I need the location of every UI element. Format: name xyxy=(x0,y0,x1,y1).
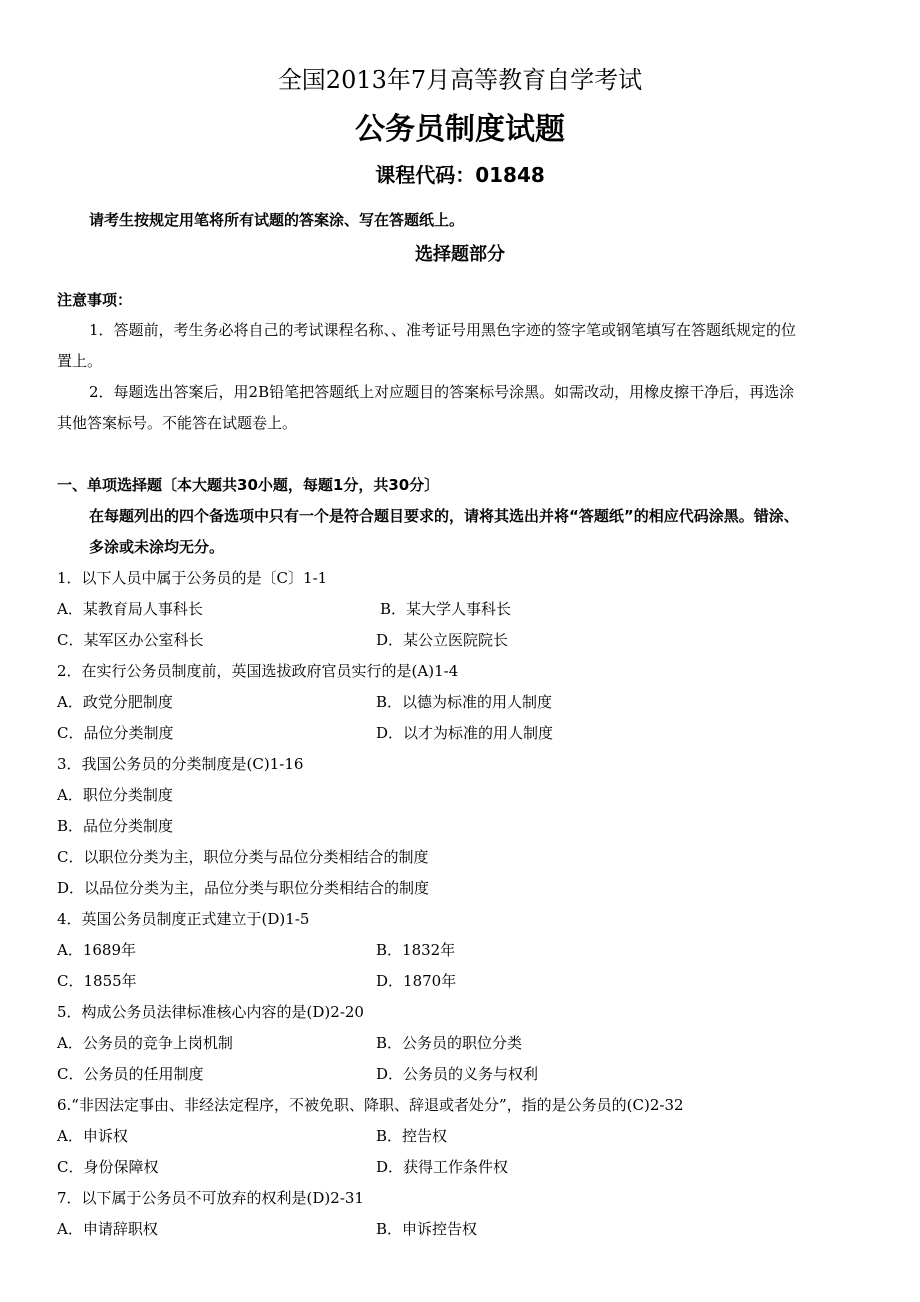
question-option: A．申诉权 xyxy=(57,1127,128,1145)
question-option: D．以品位分类为主，品位分类与职位分类相结合的制度 xyxy=(57,879,430,897)
question-option: B．申诉控告权 xyxy=(376,1220,478,1238)
section-title: 选择题部分 xyxy=(415,244,505,265)
question-option: C．1855年 xyxy=(57,972,137,990)
question-option: B．某大学人事科长 xyxy=(380,600,512,618)
question-option: C．某军区办公室科长 xyxy=(57,631,204,649)
question-stem: 4．英国公务员制度正式建立于(D)1-5 xyxy=(57,910,310,928)
question-stem: 3．我国公务员的分类制度是(C)1-16 xyxy=(57,755,304,773)
question-option: C．身份保障权 xyxy=(57,1158,159,1176)
note-1-line-1: 1．答题前，考生务必将自己的考试课程名称、、准考证号用黑色字迹的签字笔或钢笔填写在答题纸规定的位 xyxy=(89,321,797,339)
question-option: B．控告权 xyxy=(376,1127,448,1145)
part1-desc-line-1: 在每题列出的四个备选项中只有一个是符合题目要求的，请将其选出并将“答题纸”的相应代码涂黑。错涂、 xyxy=(89,507,799,525)
question-option: B．品位分类制度 xyxy=(57,817,174,835)
question-option: D．公务员的义务与权利 xyxy=(376,1065,539,1083)
notes-heading: 注意事项： xyxy=(57,291,133,309)
note-2-line-1: 2．每题选出答案后，用2B铅笔把答题纸上对应题目的答案标号涂黑。如需改动，用橡皮擦干净后，再选涂 xyxy=(89,383,795,401)
question-option: A．某教育局人事科长 xyxy=(57,600,203,618)
question-option: B．以德为标准的用人制度 xyxy=(376,693,553,711)
question-option: D．以才为标准的用人制度 xyxy=(376,724,554,742)
question-option: B．公务员的职位分类 xyxy=(376,1034,523,1052)
course-code: 课程代码：01848 xyxy=(375,163,545,187)
question-option: B．1832年 xyxy=(376,941,456,959)
question-option: C．以职位分类为主，职位分类与品位分类相结合的制度 xyxy=(57,848,429,866)
answer-instruction: 请考生按规定用笔将所有试题的答案涂、写在答题纸上。 xyxy=(89,211,465,229)
question-option: A．公务员的竞争上岗机制 xyxy=(57,1034,233,1052)
question-stem: 7．以下属于公务员不可放弃的权利是(D)2-31 xyxy=(57,1189,364,1207)
question-option: A．职位分类制度 xyxy=(57,786,173,804)
subject-title: 公务员制度试题 xyxy=(355,112,565,147)
question-stem: 6.“非因法定事由、非经法定程序，不被免职、降职、辞退或者处分”，指的是公务员的(C)2-32 xyxy=(57,1096,684,1114)
question-option: C．品位分类制度 xyxy=(57,724,174,742)
exam-title: 全国2013年7月高等教育自学考试 xyxy=(277,66,643,94)
question-option: D．某公立医院院长 xyxy=(376,631,509,649)
question-stem: 1．以下人员中属于公务员的是〔C〕1-1 xyxy=(57,569,328,587)
note-1-line-2: 置上。 xyxy=(57,352,103,370)
question-option: A．1689年 xyxy=(57,941,137,959)
question-option: C．公务员的任用制度 xyxy=(57,1065,204,1083)
question-option: A．政党分肥制度 xyxy=(57,693,173,711)
question-option: D．1870年 xyxy=(376,972,457,990)
part1-desc-line-2: 多涂或未涂均无分。 xyxy=(89,538,225,556)
question-stem: 2．在实行公务员制度前，英国选拔政府官员实行的是(A)1-4 xyxy=(57,662,459,680)
question-stem: 5．构成公务员法律标准核心内容的是(D)2-20 xyxy=(57,1003,364,1021)
question-option: D．获得工作条件权 xyxy=(376,1158,509,1176)
question-option: A．申请辞职权 xyxy=(57,1220,158,1238)
part1-heading: 一、单项选择题〔本大题共30小题，每题1分，共30分〕 xyxy=(57,476,440,494)
note-2-line-2: 其他答案标号。不能答在试题卷上。 xyxy=(57,414,298,432)
